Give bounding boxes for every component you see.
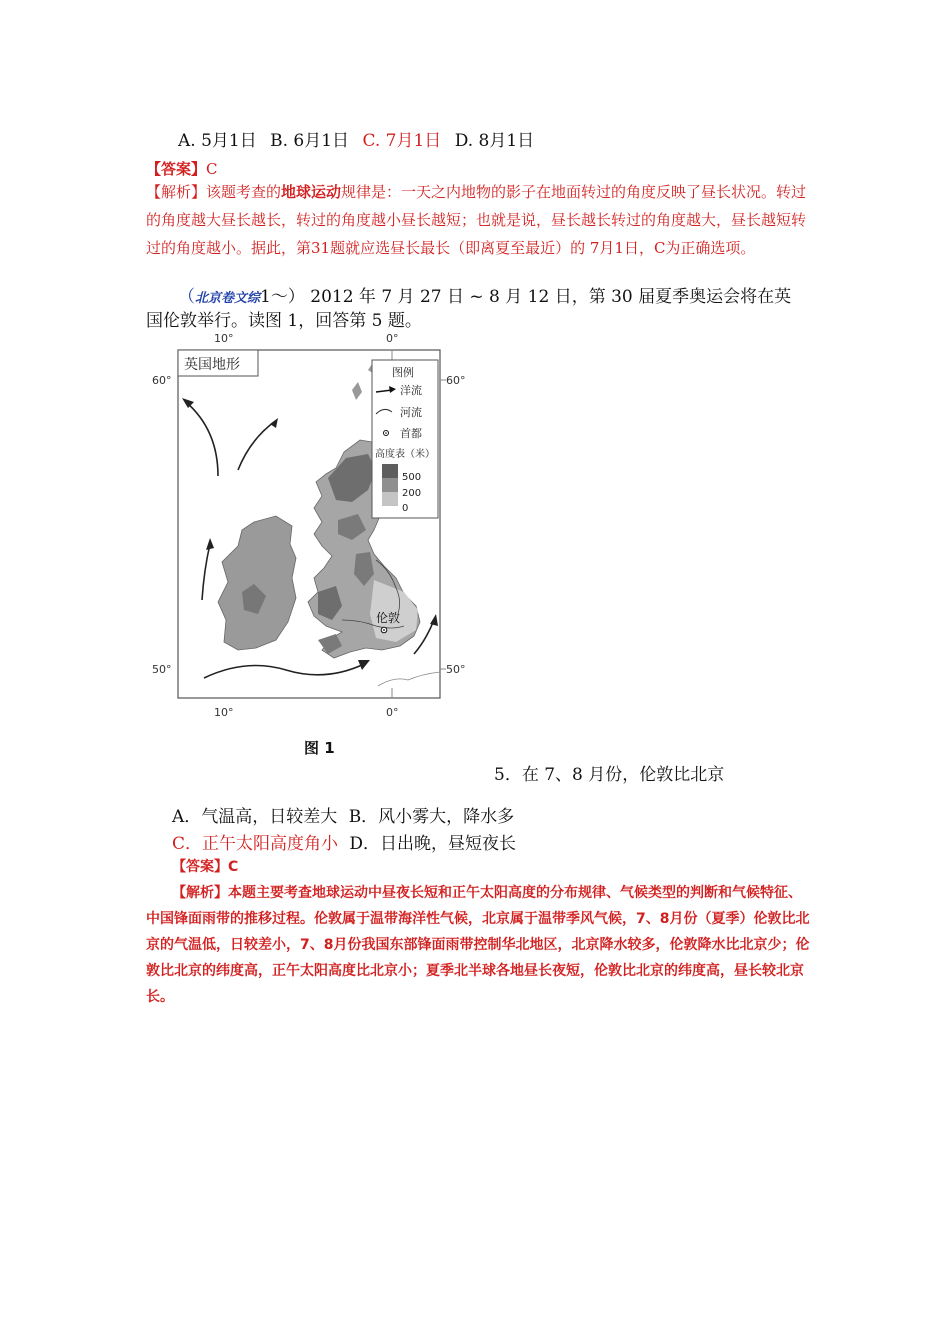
q5-analysis-tag: 【解析】 [172,885,228,901]
q4-answer [146,158,218,179]
uk-map-figure [146,330,476,720]
lat-50-right: 50° [446,663,466,676]
q5-option-d: D．日出晚，昼短夜长 [349,834,517,854]
legend-0: 0 [402,503,409,514]
legend-title: 图例 [392,366,414,379]
q5-question: 5．在 7、8 月份，伦敦比北京 [494,765,725,785]
analysis-rest: 规律是：一天之内地物的影子在地面转过的角度反映了昼长状况。转过的角度越大昼长越长，转过的角度越小昼长越短；也就是说，昼长越长转过的角度越大，昼长越短转过的角度越小。据此，第31题就应选昼长最长（即离夏至最近）的 7月1日，C为正确选项。 [146,183,807,257]
q5-answer-value: C [228,859,239,875]
q4-option-d: D. 8月1日 [454,131,535,151]
lat-60-left: 60° [152,374,172,387]
q4-option-b: B. 6月1日 [270,131,350,151]
q5-option-b: B．风小雾大，降水多 [348,807,515,827]
map-title: 英国地形 [184,357,240,373]
legend-height: 高度表（米） [375,449,435,460]
q5-answer-tag: 【答案】 [172,859,228,875]
london-label: 伦敦 [376,611,401,625]
lon-10-bottom: 10° [214,706,234,719]
legend-200: 200 [402,488,422,499]
lat-60-right: 60° [446,374,466,387]
lat-50-left: 50° [152,663,172,676]
source-tag: 北京卷文综 [195,291,261,306]
q5-option-c: C．正午太阳高度角小 [172,834,339,854]
q5-analysis [146,880,814,1010]
q5-options-row-1 [172,802,514,827]
analysis-bold: 地球运动 [281,183,342,201]
lon-0-top: 0° [386,332,399,345]
intro-line-2: 国伦敦举行。读图 1，回答第 5 题。 [146,311,422,331]
legend-500: 500 [402,472,422,483]
paren-open: （ [178,287,195,307]
legend-river: 河流 [400,406,422,419]
answer-tag: 【答案】 [146,160,207,178]
source-suffix: 1～） [260,287,305,307]
legend-capital: 首都 [400,427,422,440]
intro-line-1 [178,282,791,307]
legend-current: 洋流 [400,384,422,397]
intro-text-1: 2012 年 7 月 27 日 ~ 8 月 12 日，第 30 届夏季奥运会将在英 [304,287,792,307]
q5-answer [172,856,238,876]
q4-analysis [146,178,814,262]
q4-option-a: A. 5月1日 [178,131,257,151]
q5-analysis-text: 本题主要考查地球运动中昼夜长短和正午太阳高度的分布规律、气候类型的判断和气候特征、中国锋面雨带的推移过程。伦敦属于温带海洋性气候，北京属于温带季风气候，7、8月份（夏季）伦敦比北京的气温低，日较差小，7、8月份我国东部锋面雨带控制华北地区，北京降水较多，伦敦降水比北京少；伦敦比北京的纬度高，正午太阳高度比北京小；夏季北半球各地昼长夜短，伦敦比北京的纬度高，昼长较北京长。 [146,885,810,1005]
analysis-pre: 该题考查的 [206,183,282,201]
lon-0-bottom: 0° [386,706,399,719]
q4-option-c: C. 7月1日 [362,131,442,151]
map-legend [372,360,438,518]
figure-caption: 图 1 [304,739,335,757]
q5-option-a: A．气温高，日较差大 [172,807,338,827]
q4-options [178,126,534,151]
analysis-tag: 【解析】 [146,183,207,201]
lon-10-top: 10° [214,332,234,345]
answer-value: C [206,160,218,178]
q5-options-row-2 [172,829,516,854]
